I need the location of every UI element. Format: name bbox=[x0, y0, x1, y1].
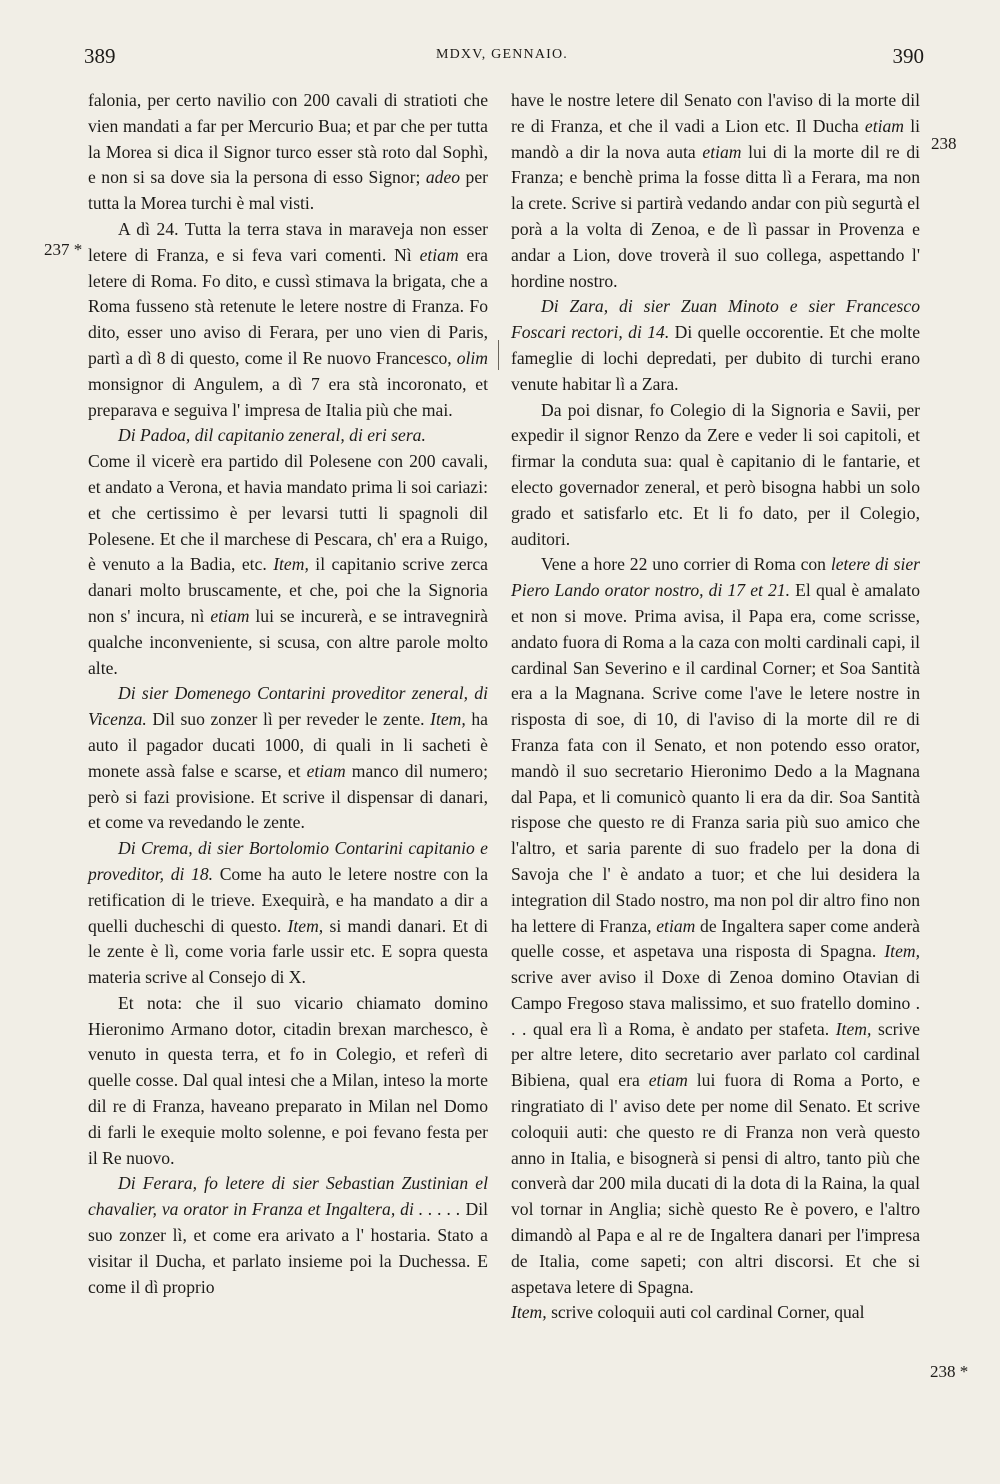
paragraph: have le nostre letere dil Senato con l'aviso di la morte dil re di Franza, et che il vadi a Lion etc. Il Ducha etiam li mandò a dir la nova auta etiam lui di la morte dil re di Franza; e benchè prima la fosse ditta lì a Ferara, ma non la crete. Scrive si partirà vedando andar con più segurtà el porà a la volta di Zenoa, e de lì passar in Provenza e andar a Lion, dove troverà il suo collega, aspettando l' hordine nostro. bbox=[511, 90, 921, 291]
section-heading: Di Zara, di sier Zuan Minoto e sier Francesco Foscari rectori, di 14. bbox=[511, 296, 920, 343]
paragraph: Di Crema, di sier Bortolomio Contarini capitanio e proveditor, di 18. Come ha auto le letere nostre con la retification di le trieve. Exequirà, e ha mandato a dir a quelli ducheschi di questo. Item, si mandi danari. Et di le zente è lì, come voria farle ussir etc. E sopra questa materia scrive al Consejo di X. bbox=[88, 838, 488, 988]
page-number-left: 389 bbox=[84, 44, 116, 68]
paragraph: Item, scrive coloquii auti col cardinal Corner, qual bbox=[511, 1302, 865, 1323]
paragraph: Di sier Domenego Contarini proveditor zeneral, di Vicenza. Dil suo zonzer lì per reveder le zente. Item, ha auto il pagador ducati 1000, di quali in li sacheti è monete assà false e scarse, et etiam manco dil numero; però si fazi provisione. Et scrive il dispensar di danari, et come va revedando le zente. bbox=[88, 683, 488, 833]
section-heading: Di sier Domenego Contarini proveditor zeneral, di Vicenza. bbox=[88, 683, 488, 730]
paragraph: Di Ferara, fo letere di sier Sebastian Zustinian el chavalier, va orator in Franza et Ingaltera, di . . . . . Dil suo zonzer lì, et come era arivato a l' hostaria. Stato a visitar il Ducha, et parlato insieme poi la Duchessa. E come il dì proprio bbox=[88, 1173, 489, 1297]
paragraph: Come il vicerè era partido dil Polesene con 200 cavali, et andato a Verona, et havia mandato prima li soi cariazi: et che certissimo è per levarsi tutti li spagnoli dil Polesene. Et che il marchese di Pescara, ch' era a Ruigo, è venuto a la Badia, etc. Item, il capitanio scrive zerca danari molto bruscamente, et che, poi che la Signoria non s' incura, nì etiam lui se incurerà, e se intravegnirà qualche inconveniente, si scusa, con altre parole molto alte. bbox=[88, 451, 488, 678]
running-title: MDXV, GENNAIO. bbox=[435, 47, 569, 62]
right-column bbox=[511, 88, 920, 1326]
section-heading: Di Ferara, fo letere di sier Sebastian Zustinian el chavalier, va orator in Franza et Ingaltera, di . . . . . bbox=[88, 1173, 488, 1220]
margin-note-238-star: 238 * bbox=[930, 1362, 969, 1381]
paragraph: Et nota: che il suo vicario chiamato domino Hieronimo Armano dotor, citadin brexan marchesco, è venuto in questa terra, et fo in Colegio, et referì di quelle cosse. Dal qual intesi che a Milan, inteso la morte dil re di Franza, haveano preparato in Milan nel Domo di farli le exequie molto solenne, e poi fevano festa per il Re nuovo. bbox=[88, 992, 488, 1168]
margin-note-237: 237 * bbox=[44, 240, 83, 259]
paragraph: Di Zara, di sier Zuan Minoto e sier Francesco Foscari rectori, di 14. Di quelle occorentie. Et che molte fameglie di lochi depredati, per dubito di turchi erano venute habitar lì a Zara. bbox=[511, 296, 921, 394]
section-heading: Di Padoa, dil capitanio zeneral, di eri sera. bbox=[118, 425, 426, 446]
left-column bbox=[88, 88, 488, 1300]
paragraph: falonia, per certo navilio con 200 cavali di stratioti che vien mandati a far per Mercurio Bua; et par che per tutta la Morea si dica il Signor turco esser stà roto dal Sophì, e non si sa dove sia la persona di esso Signor; adeo per tutta la Morea turchi è mal visti. bbox=[88, 90, 488, 214]
column-divider bbox=[498, 340, 499, 370]
paragraph: Da poi disnar, fo Colegio di la Signoria e Savii, per expedir il signor Renzo da Zere e veder li soi capitoli, et firmar la conduta sua: qual è capitanio di le fantarie, et electo governador zeneral, et però bisogna habbi un solo grado et satisfarlo etc. Et li fo dato, per il Colegio, auditori. bbox=[511, 399, 920, 549]
running-header bbox=[82, 44, 922, 76]
paragraph: A dì 24. Tutta la terra stava in maraveja non esser letere di Franza, e si feva vari comenti. Nì etiam era letere di Roma. Fo dito, e cussì stimava la brigata, che a Roma fusseno stà retenute le letere nostre di Franza. Fo dito, esser uno aviso di Ferara, per uno vien di Paris, partì a dì 8 di questo, come il Re nuovo Francesco, olim monsignor di Angulem, a dì 7 era stà incoronato, et preparava e seguiva l' impresa de Italia più che mai. bbox=[88, 218, 488, 420]
margin-note-238: 238 bbox=[931, 134, 957, 153]
page-number-right: 390 bbox=[892, 44, 924, 68]
paragraph: Vene a hore 22 uno corrier di Roma con letere di sier Piero Lando orator nostro, di 17 et 21. El qual è amalato et non si move. Prima avisa, il Papa era, come scrisse, andato fuora di Roma a la caza con molti cardinali capi, il cardinal San Severino e il cardinal Corner; et Soa Santità era a la Magnana. Scrive come l'ave le letere nostre in risposta di soe, di 10, di l'aviso di la morte dil re di Franza fata con il Senato, et non potendo esso orator, mandò il suo secretario Hieronimo Dedo a la Magnana dal Papa, et li comunicò quanto li era da dir. Soa Santità rispose che questo re di Franza saria più suo amico che l'altro, et saria parente di suo fradelo per la dona di Savoja che l' è andato a tuor; et che lui desidera la integration dil Stado nostro, ma non pol dir altro fino non ha lettere di Franza, etiam de Ingaltera saper come anderà quelle cosse, et aspetava una risposta di Spagna. Item, scrive aver aviso il Doxe di Zenoa domino Otavian di Campo Fregoso stava malissimo, et suo fratello domino . . . qual era lì a Roma, è andato per stafeta. Item, scrive per altre letere, dito secretario aver parlato col cardinal Bibiena, qual era etiam lui fuora di Roma a Porto, e ringratiato di l' aviso dete per nome dil Senato. Et scrive coloquii auti: che questo re di Franza non verà questo anno in Italia, e bisognerà si pensi di altro, tanto più che converà dar 200 mila ducati di la dota di la Raina, la qual vol tornar in Anglia; sichè questo Re è povero, e l'altro dimandò al Papa e al re de Ingaltera danari per l'impresa de Italia, come sapeti; con altri discorsi. Et che si aspetava letere di Spagna. bbox=[511, 554, 920, 1297]
section-heading: Di Crema, di sier Bortolomio Contarini capitanio e proveditor, di 18. bbox=[88, 838, 488, 884]
